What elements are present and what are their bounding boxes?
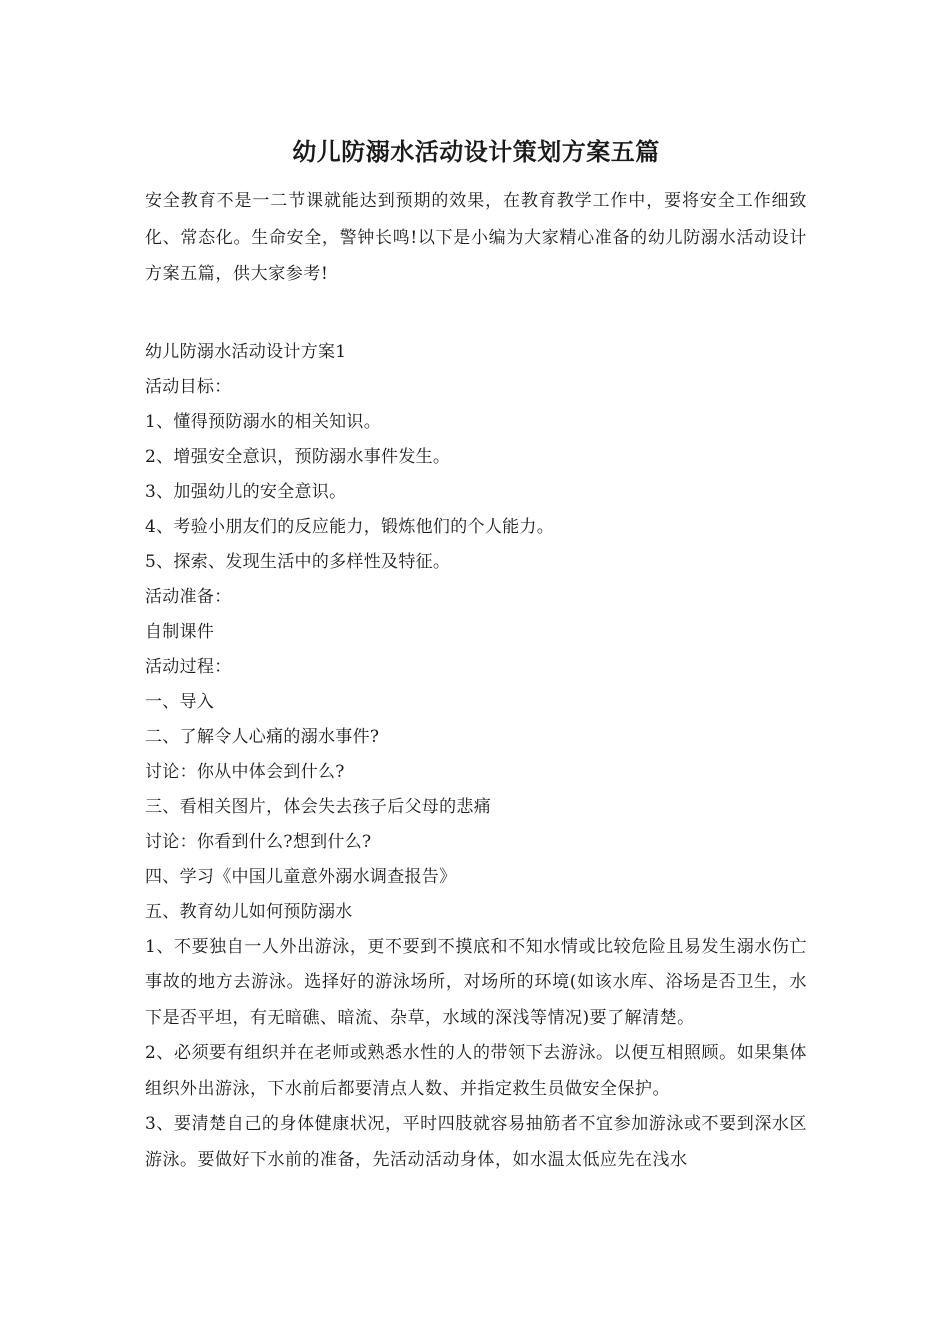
document-page [145,0,807,1178]
process-step: 四、学习《中国儿童意外溺水调查报告》 [145,866,457,887]
rule-paragraph: 2、必须要有组织并在老师或熟悉水性的人的带领下去游泳。以便互相照顾。如果集体组织外出游泳，下水前后都要清点人数、并指定救生员做安全保护。 [145,1043,807,1099]
process-step: 二、了解令人心痛的溺水事件? [145,726,380,747]
process-step: 一、导入 [145,691,215,712]
process-label: 活动过程： [145,656,232,677]
goal-item: 5、探索、发现生活中的多样性及特征。 [145,551,451,572]
rule-paragraph: 3、要清楚自己的身体健康状况，平时四肢就容易抽筋者不宜参加游泳或不要到深水区游泳。要做好下水前的准备，先活动活动身体，如水温太低应先在浅水 [145,1114,807,1170]
process-step: 三、看相关图片，体会失去孩子后父母的悲痛 [145,796,491,817]
goal-item: 1、懂得预防溺水的相关知识。 [145,411,382,432]
section-heading: 幼儿防溺水活动设计方案1 [145,341,347,362]
intro-paragraph: 安全教育不是一二节课就能达到预期的效果，在教育教学工作中，要将安全工作细致化、常态化。生命安全，警钟长鸣!以下是小编为大家精心准备的幼儿防溺水活动设计方案五篇，供大家参考! [145,191,807,284]
goal-item: 2、增强安全意识，预防溺水事件发生。 [145,446,451,467]
section-plan-1 [145,335,807,1179]
process-step: 五、教育幼儿如何预防溺水 [145,901,353,922]
process-step: 讨论：你从中体会到什么? [145,761,345,782]
prep-item: 自制课件 [145,621,215,642]
prep-label: 活动准备： [145,586,232,607]
rule-paragraph: 1、不要独自一人外出游泳，更不要到不摸底和不知水情或比较危险且易发生溺水伤亡事故的地方去游泳。选择好的游泳场所，对场所的环境(如该水库、浴场是否卫生，水下是否平坦，有无暗礁、暗流、杂草，水域的深浅等情况)要了解清楚。 [145,936,807,1028]
goals-label: 活动目标： [145,376,232,397]
goal-item: 4、考验小朋友们的反应能力，锻炼他们的个人能力。 [145,516,555,537]
goal-item: 3、加强幼儿的安全意识。 [145,481,347,502]
document-title: 幼儿防溺水活动设计策划方案五篇 [292,137,660,166]
process-step: 讨论：你看到什么?想到什么? [145,831,372,852]
